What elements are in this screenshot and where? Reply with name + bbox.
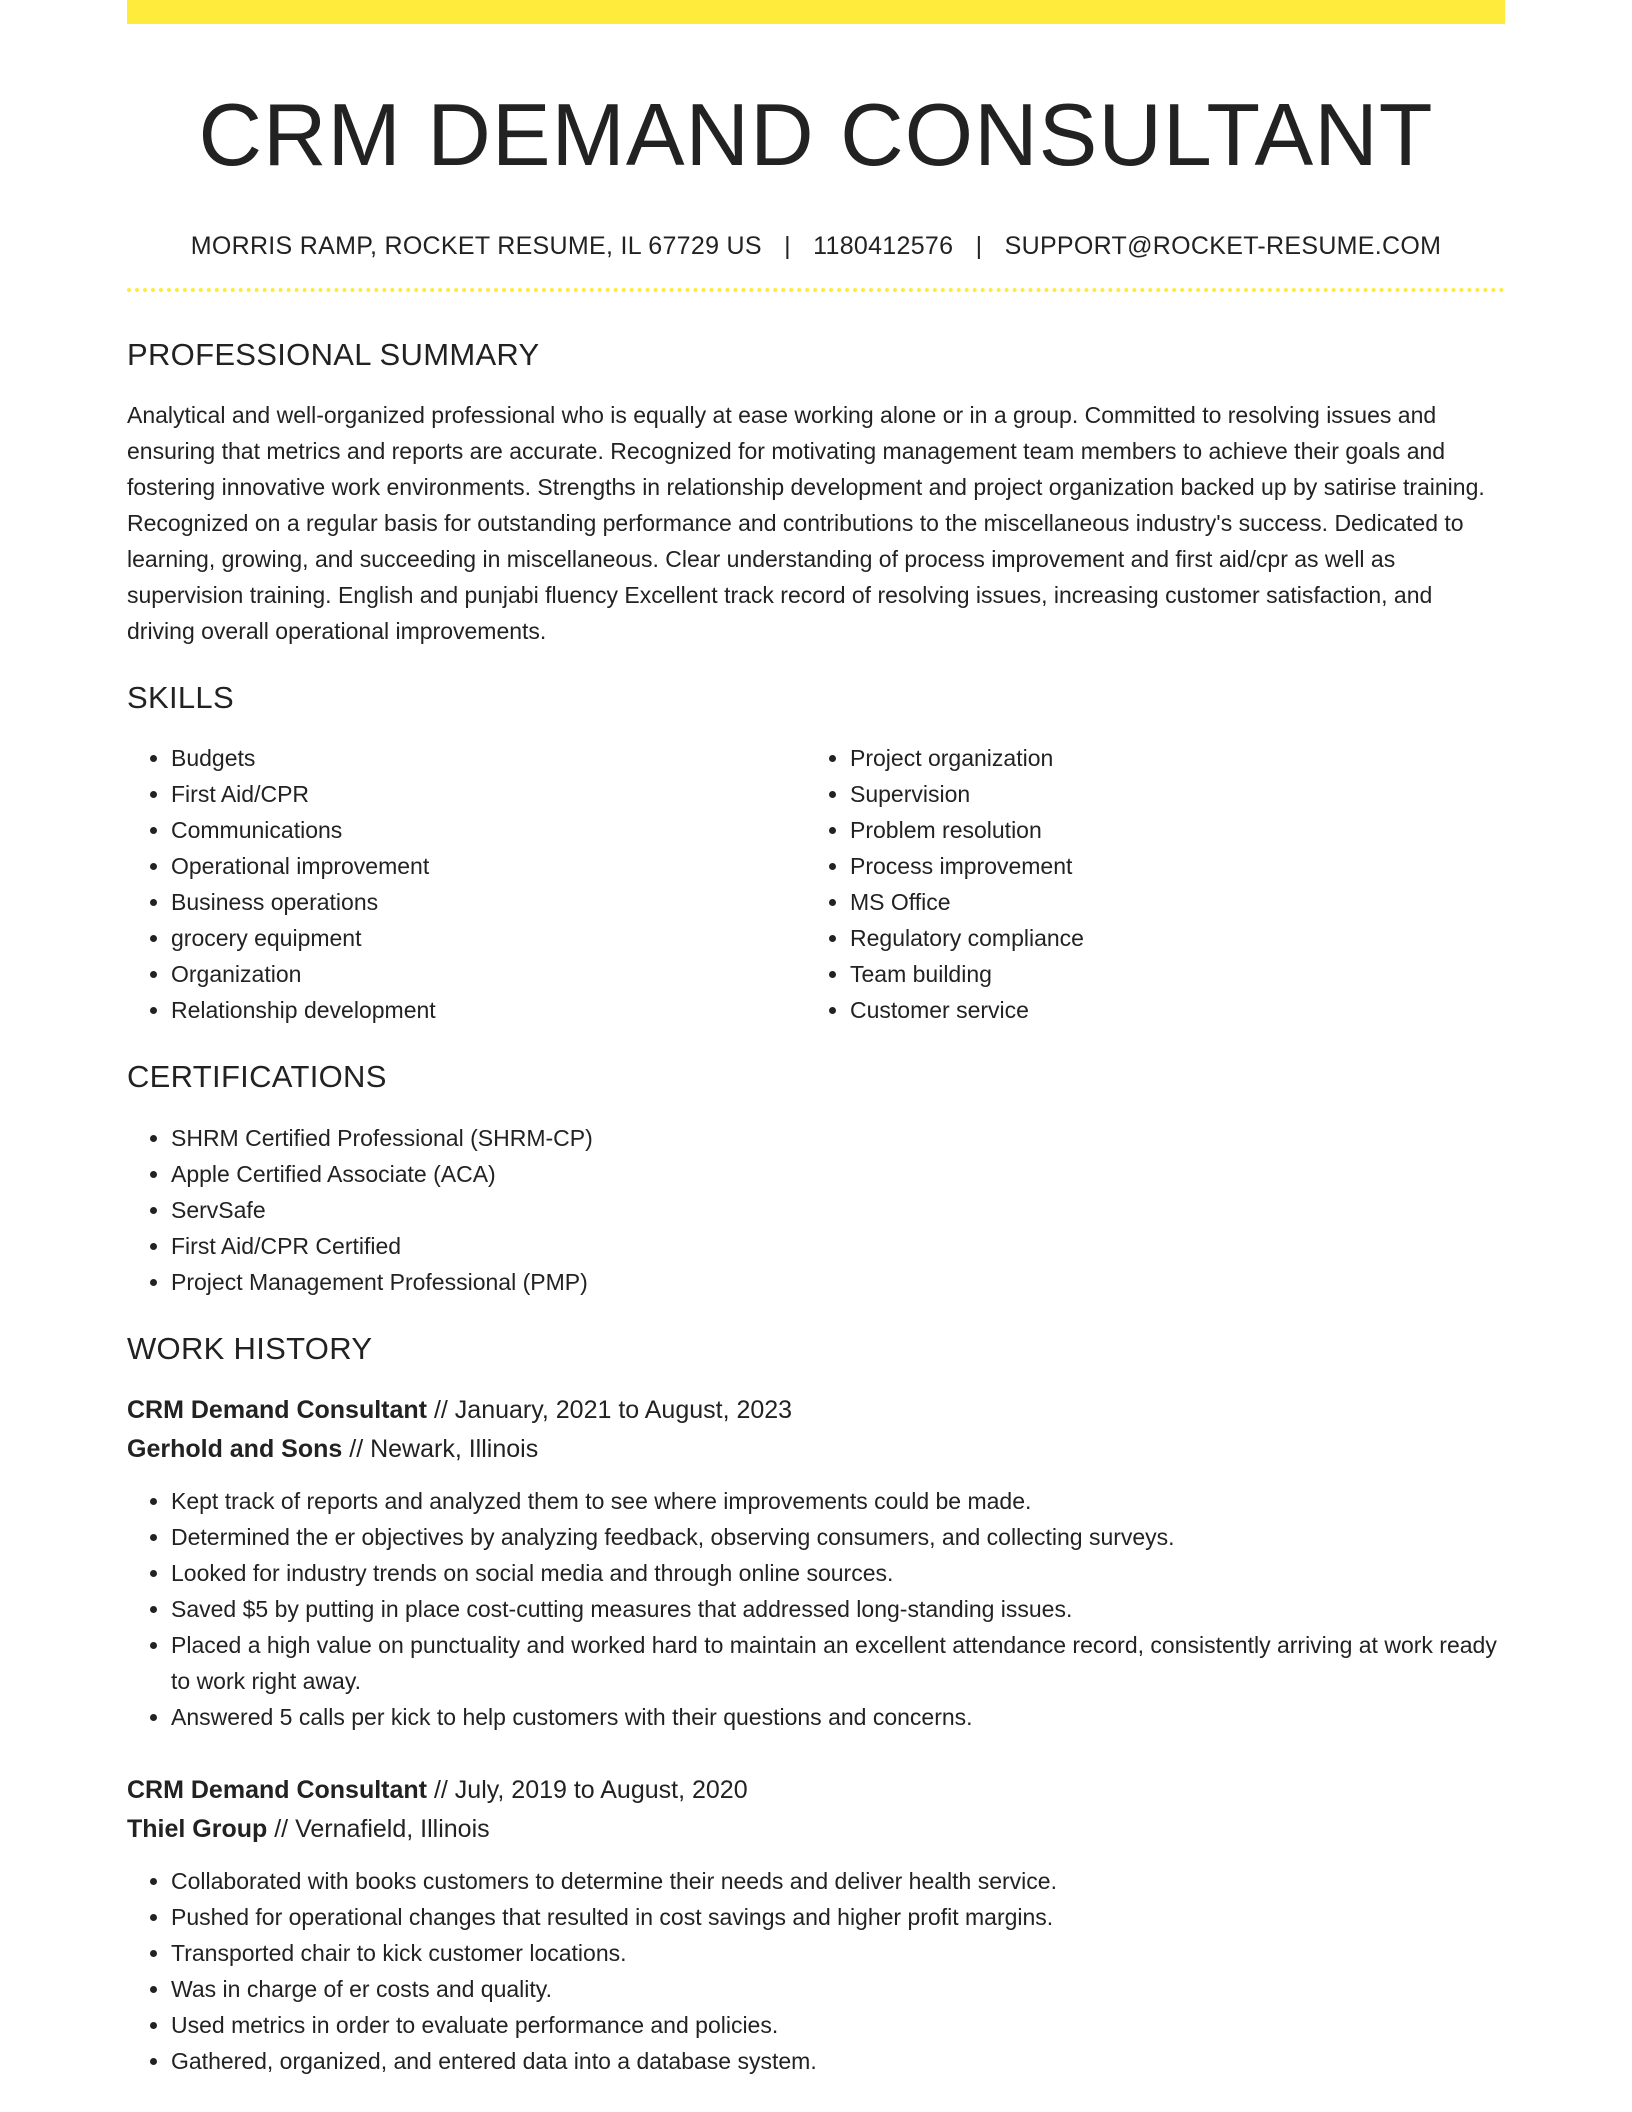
certification-item: • Project Management Professional (PMP) <box>171 1264 1505 1300</box>
certification-item: • ServSafe <box>171 1192 1505 1228</box>
accent-top-bar <box>127 0 1505 24</box>
contact-separator: | <box>784 231 791 260</box>
contact-phone[interactable]: 1180412576 <box>813 231 954 260</box>
job-bullet: • Collaborated with books customers to determine their needs and deliver health service. <box>171 1863 1505 1899</box>
job-dates: // January, 2021 to August, 2023 <box>433 1395 793 1424</box>
skill-item: • Customer service <box>850 992 1485 1028</box>
job-bullet: • Gathered, organized, and entered data into a database system. <box>171 2043 1505 2079</box>
resume-title: CRM DEMAND CONSULTANT <box>198 85 1434 184</box>
skill-item: • Organization <box>171 956 806 992</box>
skill-item: • grocery equipment <box>171 920 806 956</box>
job-company-line <box>127 1430 1505 1469</box>
skills-list-left <box>127 740 806 1028</box>
job-bullet: • Looked for industry trends on social media and through online sources. <box>171 1555 1505 1591</box>
certifications-section <box>127 1058 1505 1299</box>
skill-item: • Problem resolution <box>850 812 1485 848</box>
job-bullet: • Transported chair to kick customer locations. <box>171 1935 1505 1971</box>
job-company: Thiel Group <box>127 1814 268 1843</box>
contact-line <box>127 230 1505 263</box>
summary-paragraph: Analytical and well-organized professional who is equally at ease working alone or in a group. Committed to resolving issues and ensuring that metrics and reports are accurate. Recognized for motivating management team members to achieve their goals and fostering innovative work environments. Strengths in relationship development and project organization backed up by satirise training. Recognized on a regular basis for outstanding performance and contributions to the miscellaneous industry's success. Dedicated to learning, growing, and succeeding in miscellaneous. Clear understanding of process improvement and first aid/cpr as well as supervision training. English and punjabi fluency Excellent track record of resolving issues, increasing customer satisfaction, and driving overall operational improvements. <box>127 402 1485 645</box>
job-bullet: • Answered 5 calls per kick to help customers with their questions and concerns. <box>171 1699 1505 1735</box>
job-title-line <box>127 1391 1505 1430</box>
job-bullet: • Determined the er objectives by analyzing feedback, observing consumers, and collecting surveys. <box>171 1519 1505 1555</box>
contact-email[interactable]: SUPPORT@ROCKET-RESUME.COM <box>1004 231 1442 260</box>
job-entry <box>127 1771 1505 2079</box>
section-heading-certifications: CERTIFICATIONS <box>127 1059 387 1095</box>
skill-item: • Regulatory compliance <box>850 920 1485 956</box>
certification-item: • Apple Certified Associate (ACA) <box>171 1156 1505 1192</box>
job-bullet: • Kept track of reports and analyzed them to see where improvements could be made. <box>171 1483 1505 1519</box>
job-role: CRM Demand Consultant <box>127 1395 427 1424</box>
certification-item: • SHRM Certified Professional (SHRM-CP) <box>171 1120 1505 1156</box>
job-dates: // July, 2019 to August, 2020 <box>433 1775 748 1804</box>
resume-page <box>127 0 1505 2079</box>
skills-grid <box>127 740 1505 1028</box>
job-bullet: • Pushed for operational changes that resulted in cost savings and higher profit margins. <box>171 1899 1505 1935</box>
skill-item: • Project organization <box>850 740 1485 776</box>
skill-item: • Communications <box>171 812 806 848</box>
job-bullet: • Placed a high value on punctuality and worked hard to maintain an excellent attendance record, consistently arriving at work ready to work right away. <box>171 1627 1505 1699</box>
section-heading-skills: SKILLS <box>127 680 234 716</box>
job-location: // Newark, Illinois <box>349 1434 539 1463</box>
professional-summary-section <box>127 336 1505 649</box>
skills-section <box>127 679 1505 1028</box>
skill-item: • Operational improvement <box>171 848 806 884</box>
certifications-list <box>127 1120 1505 1300</box>
skill-item: • First Aid/CPR <box>171 776 806 812</box>
skill-item: • Budgets <box>171 740 806 776</box>
skills-list-right <box>806 740 1485 1028</box>
skill-item: • Business operations <box>171 884 806 920</box>
job-company: Gerhold and Sons <box>127 1434 343 1463</box>
skill-item: • Relationship development <box>171 992 806 1028</box>
contact-separator: | <box>975 231 983 260</box>
skill-item: • Supervision <box>850 776 1485 812</box>
job-bullet: • Saved $5 by putting in place cost-cutting measures that addressed long-standing issues. <box>171 1591 1505 1627</box>
job-bullets <box>127 1863 1505 2079</box>
job-entry <box>127 1391 1505 1735</box>
section-heading-summary: PROFESSIONAL SUMMARY <box>127 337 540 373</box>
job-bullet: • Used metrics in order to evaluate performance and policies. <box>171 2007 1505 2043</box>
job-company-line <box>127 1810 1505 1849</box>
job-role: CRM Demand Consultant <box>127 1775 427 1804</box>
work-history-section <box>127 1330 1505 2079</box>
dotted-divider <box>127 288 1505 292</box>
job-bullets <box>127 1483 1505 1735</box>
skill-item: • Team building <box>850 956 1485 992</box>
skill-item: • Process improvement <box>850 848 1485 884</box>
job-title-line <box>127 1771 1505 1810</box>
contact-address: MORRIS RAMP, ROCKET RESUME, IL 67729 US <box>190 231 762 260</box>
skill-item: • MS Office <box>850 884 1485 920</box>
job-location: // Vernafield, Illinois <box>274 1814 490 1843</box>
section-heading-work-history: WORK HISTORY <box>127 1330 373 1366</box>
certification-item: • First Aid/CPR Certified <box>171 1228 1505 1264</box>
job-bullet: • Was in charge of er costs and quality. <box>171 1971 1505 2007</box>
